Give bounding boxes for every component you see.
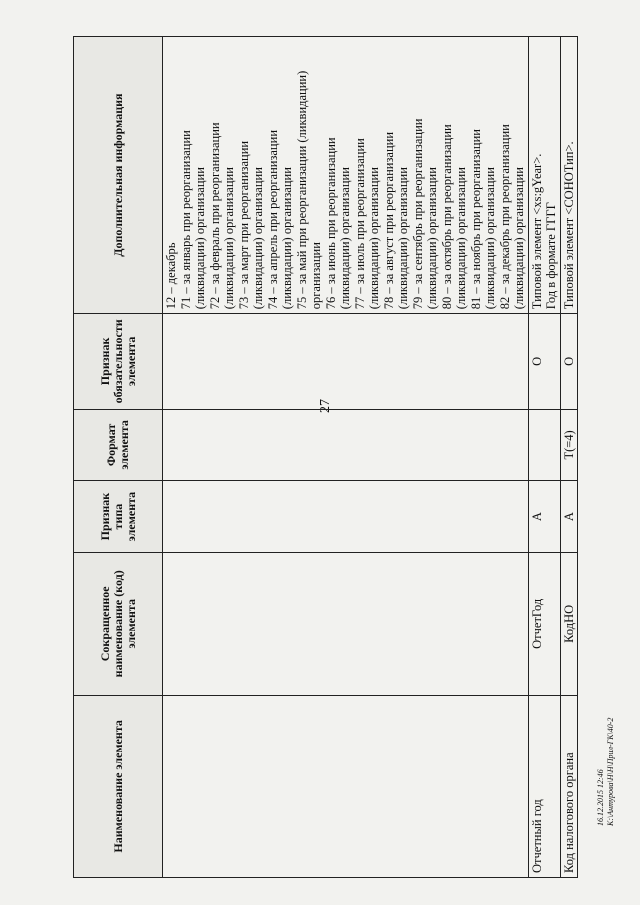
period-code-line: 12 – декабрь [164, 242, 178, 310]
cell-required: О [560, 314, 578, 409]
table-row-continuation [163, 37, 529, 878]
cell-name: Отчетный год [528, 695, 560, 877]
period-code-line: (ликвидации) организации [193, 167, 207, 310]
period-code-line: (ликвидации) организации [396, 167, 410, 310]
table-row [528, 37, 560, 878]
cell-code: ОтчетГод [528, 552, 560, 695]
period-code-line: 72 – за февраль при реорганизации [207, 122, 222, 310]
cell-format [528, 409, 560, 481]
period-code-line: 80 – за октябрь при реорганизации [439, 124, 454, 310]
header-element-required: Признак обязательности элемента [74, 314, 163, 409]
cell-empty [163, 552, 529, 695]
table-row [560, 37, 578, 878]
footer-file-path: K:\Антурова\Н\Н\Прил-ГК\40-2 [606, 717, 615, 826]
period-code-line: (ликвидации) организации [454, 167, 468, 310]
cell-period-codes [163, 37, 529, 314]
cell-empty [163, 314, 529, 409]
period-code-line: (ликвидации) организации [512, 167, 526, 310]
period-code-line: организации [309, 242, 323, 310]
period-code-line: (ликвидации) организации [338, 167, 352, 310]
period-code-line: 81 – за ноябрь при реорганизации [468, 129, 483, 310]
page-number: 27 [318, 399, 333, 413]
cell-name: Код налогового органа [560, 695, 578, 877]
period-code-line: 75 – за май при реорганизации (ликвидации) [294, 70, 309, 310]
period-code-line: 78 – за август при реорганизации [381, 131, 396, 310]
cell-code: КодНО [560, 552, 578, 695]
cell-empty [163, 409, 529, 481]
period-code-line: 73 – за март при реорганизации [236, 140, 251, 310]
period-code-line: 77 – за июль при реорганизации [352, 138, 367, 310]
period-code-line: 82 – за декабрь при реорганизации [497, 124, 512, 310]
header-element-type: Признак типа элемента [74, 481, 163, 553]
period-code-line: (ликвидации) организации [280, 167, 294, 310]
cell-format: Т(=4) [560, 409, 578, 481]
period-code-line: (ликвидации) организации [425, 167, 439, 310]
period-code-line: (ликвидации) организации [222, 167, 236, 310]
period-code-line: 74 – за апрель при реорганизации [265, 129, 280, 310]
cell-empty [163, 695, 529, 877]
cell-type: А [560, 481, 578, 553]
header-element-code: Сокращенное наименование (код) элемента [74, 552, 163, 695]
table-header-row [74, 37, 163, 878]
period-code-line: 79 – за сентябрь при реорганизации [410, 118, 425, 310]
footer-timestamp: 16.12.2015 12:46 [596, 769, 605, 826]
cell-info: Типовой элемент <xs:gYear>. Год в формате ГГГГ [528, 37, 560, 314]
header-element-name: Наименование элемента [74, 695, 163, 877]
period-code-line: (ликвидации) организации [367, 167, 381, 310]
elements-table [73, 36, 578, 878]
cell-info: Типовой элемент <СОНОТип>. [560, 37, 578, 314]
cell-required: О [528, 314, 560, 409]
header-additional-info: Дополнительная информация [74, 37, 163, 314]
cell-empty [163, 481, 529, 553]
period-code-line: (ликвидации) организации [251, 167, 265, 310]
rotated-table-container [73, 36, 576, 878]
period-code-line: (ликвидации) организации [483, 167, 497, 310]
footer-note [596, 666, 616, 826]
period-code-line: 71 – за январь при реорганизации [178, 130, 193, 310]
header-element-format: Формат элемента [74, 409, 163, 481]
period-code-line: 76 – за июнь при реорганизации [323, 137, 338, 310]
cell-type: А [528, 481, 560, 553]
